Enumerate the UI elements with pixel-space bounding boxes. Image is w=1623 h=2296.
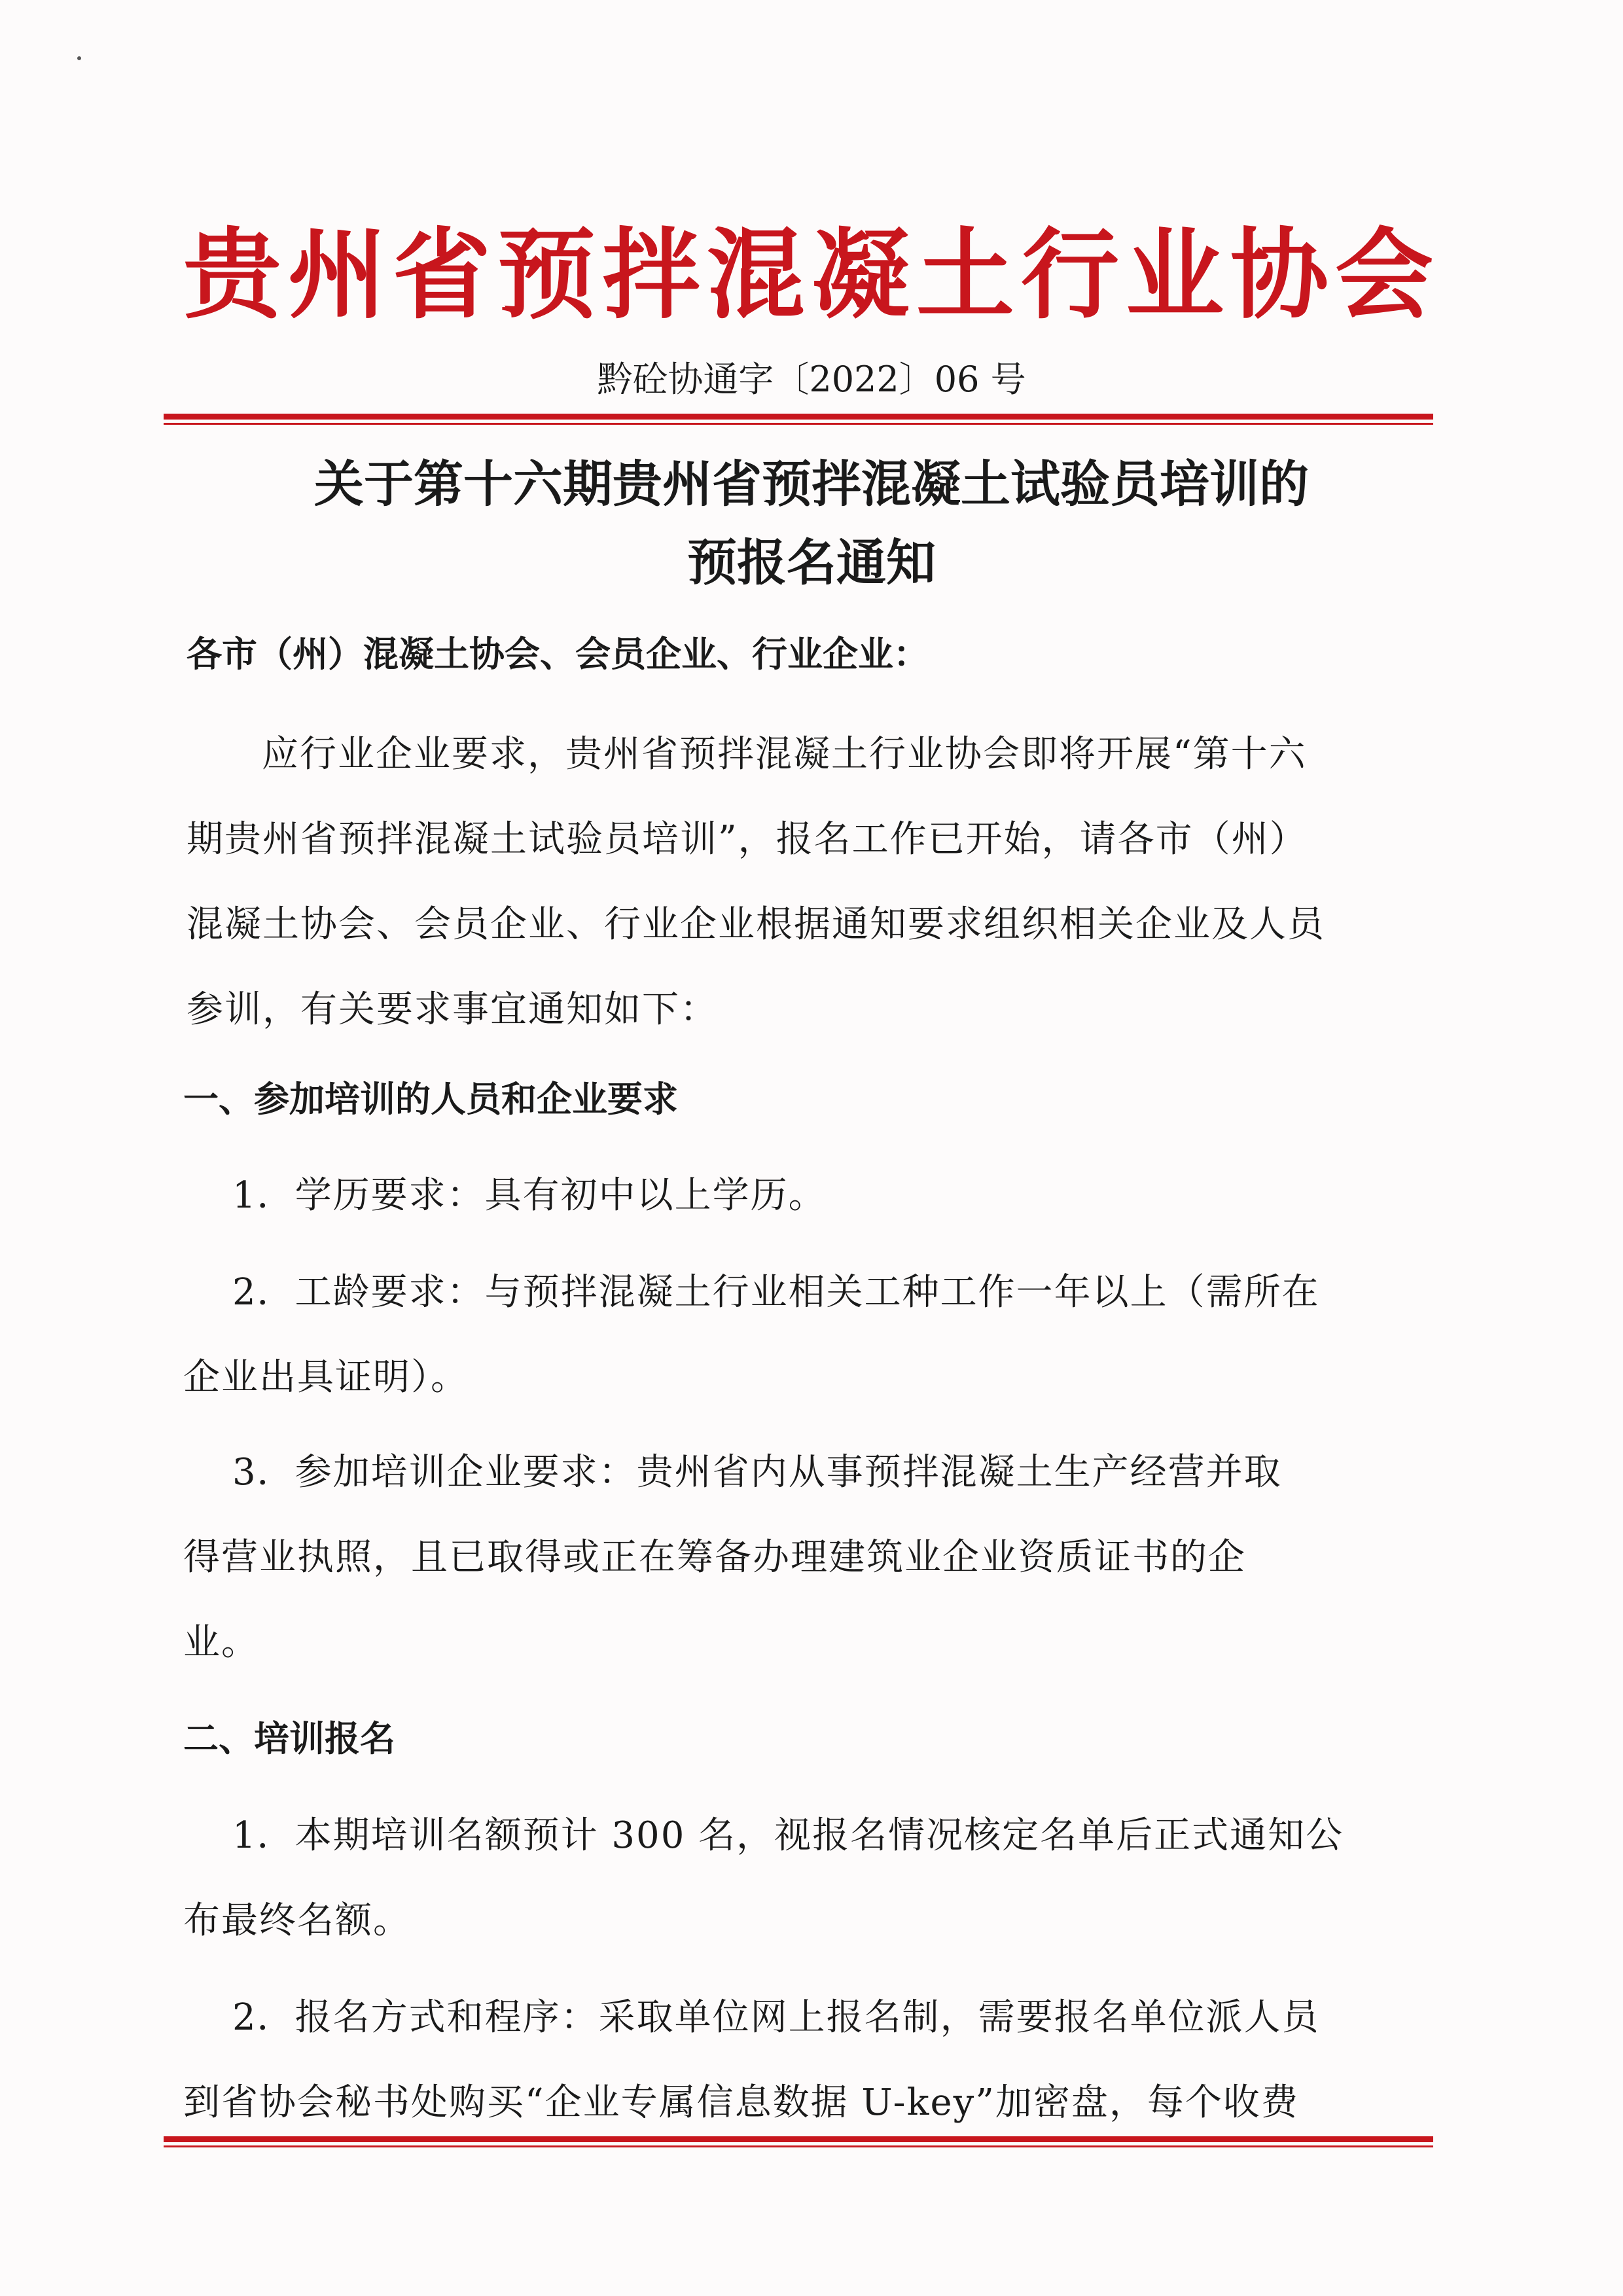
section2-item1-line: 1．本期培训名额预计 300 名，视报名情况核定名单后正式通知公 [232,1814,1344,1857]
scan-speck [77,56,81,60]
intro-line: 参训，有关要求事宜通知如下： [187,988,718,1031]
section1-item2-line: 2．工龄要求：与预拌混凝土行业相关工种工作一年以上（需所在 [232,1271,1320,1314]
intro-line: 期贵州省预拌混凝土试验员培训”，报名工作已开始，请各市（州） [187,818,1308,861]
section1-item2-line: 企业出具证明）。 [183,1356,469,1399]
intro-line: 应行业企业要求，贵州省预拌混凝土行业协会即将开展“第十六 [262,733,1307,776]
intro-line: 混凝土协会、会员企业、行业企业根据通知要求组织相关企业及人员 [187,903,1325,946]
section2-item2-line: 2．报名方式和程序：采取单位网上报名制，需要报名单位派人员 [232,1996,1320,2039]
header-red-rule [164,414,1433,425]
organization-title: 贵州省预拌混凝土行业协会 [183,217,1440,332]
notice-title-line-2: 预报名通知 [687,533,936,592]
section1-item3-line: 3．参加培训企业要求：贵州省内从事预拌混凝土生产经营并取 [232,1451,1282,1494]
section1-item1: 1．学历要求：具有初中以上学历。 [232,1174,827,1217]
footer-red-rule [164,2136,1433,2147]
section2-item2-line: 到省协会秘书处购买“企业专属信息数据 U-key”加密盘，每个收费 [183,2081,1299,2124]
salutation: 各市（州）混凝土协会、会员企业、行业企业： [187,634,929,675]
notice-title-line-1: 关于第十六期贵州省预拌混凝土试验员培训的 [314,455,1309,513]
section1-item3-line: 得营业执照，且已取得或正在筹备办理建筑业企业资质证书的企 [183,1536,1246,1579]
section1-item3-line: 业。 [183,1621,259,1664]
notice-title [0,445,1623,602]
section2-item1-line: 布最终名额。 [183,1899,411,1942]
document-number: 黔砼协通字〔2022〕06 号 [597,359,1026,400]
section-heading-1: 一、参加培训的人员和企业要求 [183,1079,678,1120]
section-heading-2: 二、培训报名 [183,1718,395,1759]
